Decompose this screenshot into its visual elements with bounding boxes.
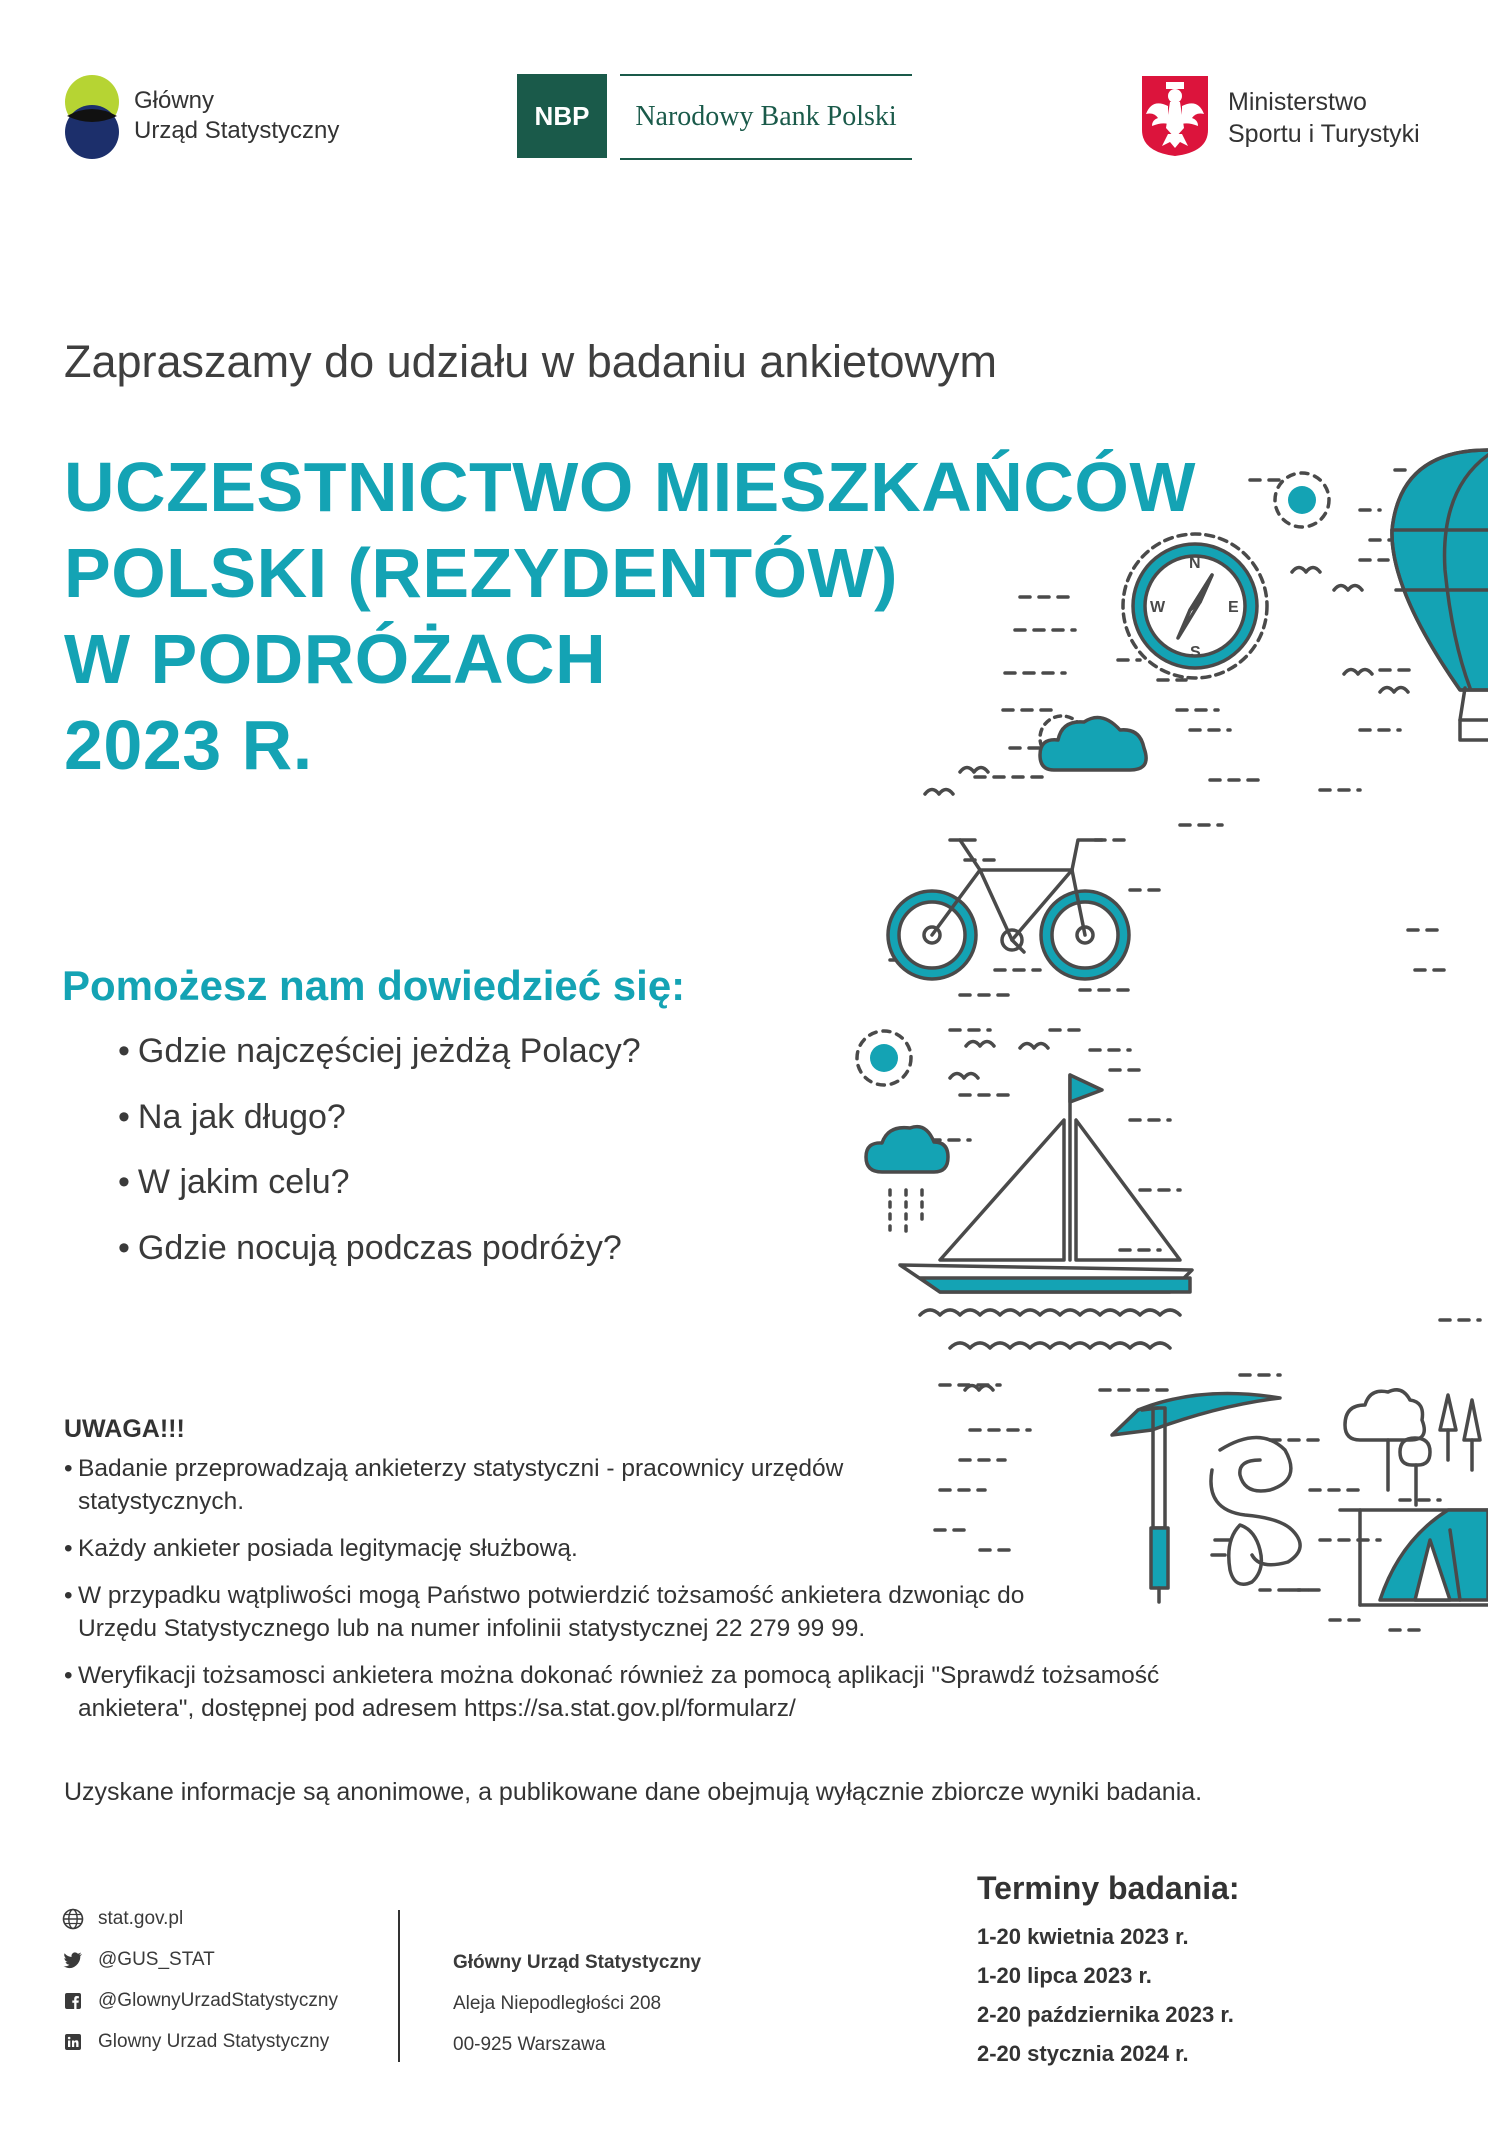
help-heading: Pomożesz nam dowiedzieć się: (62, 962, 686, 1009)
intro-text: Zapraszamy do udziału w badaniu ankietowym (64, 336, 997, 387)
address-block (453, 1950, 701, 2073)
bicycle-icon (888, 840, 1129, 979)
msit-logo-line1: Ministerstwo (1228, 88, 1367, 116)
address-name: Główny Urząd Statystyczny (453, 1952, 702, 1973)
contact-text: @GlownyUrzadStatystyczny (98, 1990, 338, 2011)
gus-logo-icon (62, 72, 122, 162)
ice-axe-icon (1112, 1394, 1280, 1602)
survey-title-line2: POLSKI (REZYDENTÓW) (64, 534, 898, 612)
rope-icon (1211, 1438, 1300, 1585)
contact-text: @GUS_STAT (98, 1949, 215, 1970)
travel-illustration (840, 430, 1488, 1670)
notice-item: • W przypadku wątpliwości mogą Państwo potwierdzić tożsamość ankietera dzwoniąc do Urzędu Statystycznego lub na numer infolinii statystycznej 22 279 99 99. (64, 1579, 1088, 1645)
question-item: • Gdzie nocują podczas podróży? (118, 1229, 641, 1295)
question-item: • Gdzie najczęściej jeżdżą Polacy? (118, 1032, 641, 1098)
cloud-sun-icon (1040, 716, 1146, 770)
address-street: Aleja Niepodległości 208 (453, 1993, 662, 2014)
sun-icon-small (857, 1031, 911, 1085)
terms-list (977, 1923, 1234, 2079)
svg-text:W: W (1150, 599, 1166, 616)
survey-title-line1: UCZESTNICTWO MIESZKAŃCÓW (64, 448, 1196, 526)
term-date: 2-20 października 2023 r. (977, 2002, 1234, 2027)
gus-logo (62, 72, 362, 162)
term-date: 2-20 stycznia 2024 r. (977, 2041, 1189, 2066)
term-date: 1-20 lipca 2023 r. (977, 1963, 1152, 1988)
hot-air-balloon-icon (1392, 450, 1488, 740)
polish-eagle-emblem-icon (1140, 74, 1210, 158)
address-city: 00-925 Warszawa (453, 2034, 606, 2055)
svg-text:E: E (1228, 599, 1239, 616)
sailboat-icon (900, 1075, 1192, 1348)
terms-heading: Terminy badania: (977, 1870, 1240, 1906)
notice-item: • Każdy ankieter posiada legitymację służbową. (64, 1532, 1078, 1565)
term-date: 1-20 kwietnia 2023 r. (977, 1924, 1189, 1949)
question-item: • W jakim celu? (118, 1163, 641, 1229)
contact-text: stat.gov.pl (98, 1908, 184, 1929)
survey-title-line3: W PODRÓŻACH (64, 620, 607, 698)
notice-item: • Badanie przeprowadzają ankieterzy statystyczni - pracownicy urzędów statystycznych. (64, 1452, 938, 1518)
msit-logo (1140, 74, 1440, 158)
survey-title-line4: 2023 R. (64, 706, 313, 784)
contact-text: Glowny Urzad Statystyczny (98, 2031, 330, 2052)
tent-icon (1340, 1510, 1488, 1605)
anonymity-note: Uzyskane informacje są anonimowe, a publikowane dane obejmują wyłącznie zbiorcze wyniki badania. (64, 1778, 1203, 1806)
nbp-logo (517, 74, 912, 158)
question-item: • Na jak długo? (118, 1098, 641, 1164)
sun-icon (1275, 473, 1329, 527)
gus-logo-line2: Urząd Statystyczny (134, 117, 340, 144)
nbp-abbr: NBP (517, 74, 607, 158)
linkedin-icon (62, 2031, 84, 2053)
globe-icon (62, 1908, 84, 1930)
msit-logo-line2: Sportu i Turystyki (1228, 120, 1420, 148)
rain-cloud-icon (866, 1127, 948, 1235)
trees-icon (1345, 1390, 1480, 1505)
svg-text:N: N (1189, 555, 1201, 572)
contact-divider (398, 1910, 400, 2062)
facebook-icon (62, 1990, 84, 2012)
gus-logo-line1: Główny (134, 87, 215, 114)
notice-item: • Weryfikacji tożsamosci ankietera można dokonać również za pomocą aplikacji "Sprawdź tożsamość ankietera", dostępnej pod adresem https://sa.stat.gov.pl/formularz/ (64, 1659, 1278, 1725)
question-list (118, 1032, 641, 1294)
svg-text:S: S (1190, 644, 1201, 661)
twitter-icon (62, 1949, 84, 1971)
notice-heading: UWAGA!!! (64, 1415, 185, 1443)
nbp-name: Narodowy Bank Polski (620, 74, 912, 160)
